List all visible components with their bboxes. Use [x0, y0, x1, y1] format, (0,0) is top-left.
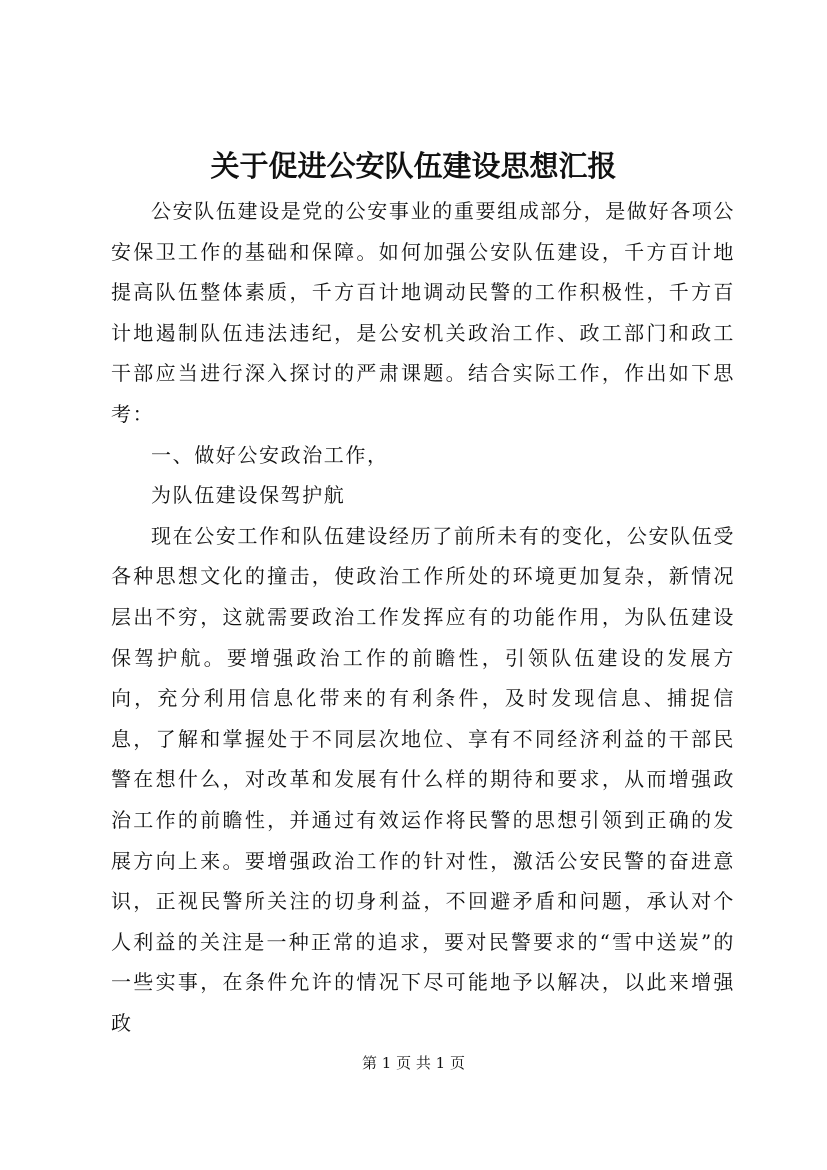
document-body: [111, 191, 735, 1043]
section-heading-line-1: 一、做好公安政治工作，: [151, 442, 389, 467]
section-heading-line-2: 为队伍建设保驾护航: [151, 483, 346, 508]
paragraph-intro: 公安队伍建设是党的公安事业的重要组成部分，是做好各项公安保卫工作的基础和保障。如何加强公安队伍建设，千方百计地提高队伍整体素质，千方百计地调动民警的工作积极性，千方百计地遏制队伍违法违纪，是公安机关政治工作、政工部门和政工干部应当进行深入探讨的严肃课题。结合实际工作，作出如下思考：: [111, 199, 735, 426]
paragraph-section-1: 现在公安工作和队伍建设经历了前所未有的变化，公安队伍受各种思想文化的撞击，使政治工作所处的环境更加复杂，新情况层出不穷，这就需要政治工作发挥应有的功能作用，为队伍建设保驾护航。要增强政治工作的前瞻性，引领队伍建设的发展方向，充分利用信息化带来的有利条件，及时发现信息、捕捉信息，了解和掌握处于不同层次地位、享有不同经济利益的干部民警在想什么，对改革和发展有什么样的期待和要求，从而增强政治工作的前瞻性，并通过有效运作将民警的思想引领到正确的发展方向上来。要增强政治工作的针对性，激活公安民警的奋进意识，正视民警所关注的切身利益，不回避矛盾和问题，承认对个人利益的关注是一种正常的追求，要对民警要求的“雪中送炭”的一些实事，在条件允许的情况下尽可能地予以解决，以此来增强政: [111, 523, 735, 1035]
document-title: 关于促进公安队伍建设思想汇报: [210, 149, 617, 183]
page-number-footer: 第 1 页 共 1 页: [362, 1054, 465, 1072]
